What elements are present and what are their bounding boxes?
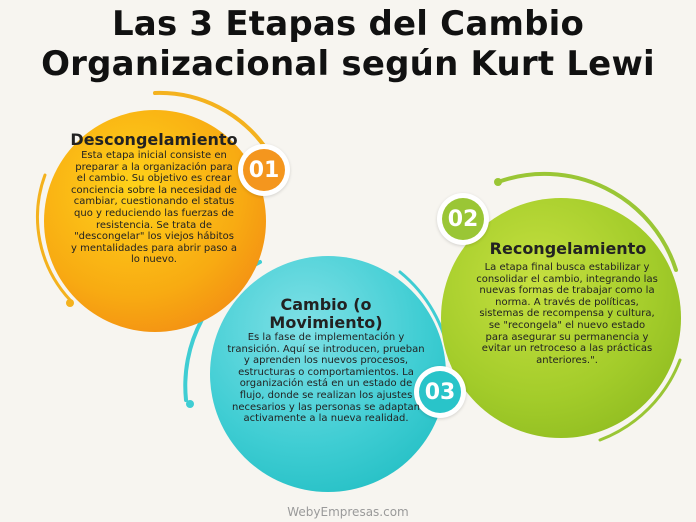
stage-number-3: 03 xyxy=(419,371,461,413)
stage-number-1: 01 xyxy=(243,149,285,191)
title-line-2: Organizacional según Kurt Lewi xyxy=(41,44,655,84)
dot-teal xyxy=(186,400,194,408)
stage-text-1: Esta etapa inicial consiste en preparar a la organización para el cambio. Su objetivo es crear conciencia sobre la necesidad de cambiar, cuestionando el status quo y reduciendo las fuerzas de resistencia. Se trata de "descongelar" los viejos hábitos y mentalidades para abrir paso a lo nuevo. xyxy=(71,150,237,266)
stage-number-badge-1 xyxy=(238,144,290,196)
stage-heading-2: Recongelamiento xyxy=(489,239,647,258)
dot-green xyxy=(494,178,502,186)
stage-text-3: Es la fase de implementación y transición. Aquí se introducen, prueban y aprenden los nuevos procesos, estructuras o comportamientos. La organización está en un estado de flujo, donde se realizan los ajustes necesarios y las personas se adaptan activamente a la nueva realidad. xyxy=(227,332,425,425)
footer-watermark: WebyEmpresas.com xyxy=(287,505,409,519)
title-line-1: Las 3 Etapas del Cambio xyxy=(111,4,585,44)
dot-orange xyxy=(66,299,74,307)
stage-number-2: 02 xyxy=(442,198,484,240)
stage-heading-3: Cambio (o Movimiento) xyxy=(269,295,383,332)
stage-heading-1: Descongelamiento xyxy=(70,130,238,149)
stage-number-badge-2 xyxy=(437,193,489,245)
stage-text-2: La etapa final busca estabilizar y consolidar el cambio, integrando las nuevas formas de trabajar como la norma. A través de políticas, sistemas de recompensa y cultura, se "recongela" el nuevo estado para asegurar su permanencia y evitar un retroceso a las prácticas anteriores.". xyxy=(476,262,658,366)
